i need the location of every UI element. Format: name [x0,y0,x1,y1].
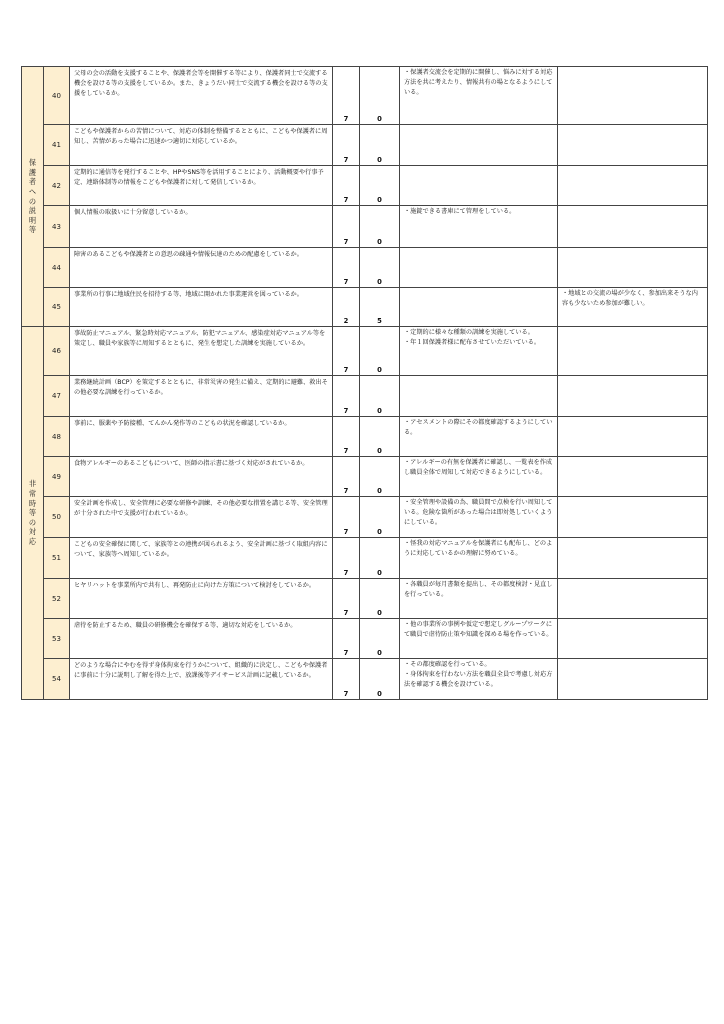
section-label-guardian [22,67,44,327]
no-count: 0 [360,166,400,206]
effort-note-line: ・施錠できる書庫にて管理をしている。 [404,208,516,215]
improvement-remark [558,538,708,579]
effort-note-line: ・アレルギーの有無を保護者に確認し、一覧表を作成し職員全体で周知して対応できるようにしている。 [404,459,553,476]
table-row [22,206,708,248]
item-text: 虐待を防止するため、職員の研修機会を確保する等、適切な対応をしているか。 [70,619,333,659]
effort-note-line: ・各職員が毎月書類を提出し、その都度検討・見直しを行っている。 [404,581,553,598]
item-number: 51 [44,538,70,579]
item-text: 業務継続計画（BCP）を策定するとともに、非常災害の発生に備え、定期的に避難、救出その他必要な訓練を行っているか。 [70,376,333,417]
effort-note [400,497,558,538]
section-label-text: 非常時等の対応 [28,479,37,546]
table-row [22,125,708,166]
item-text: 事前に、服薬や予防接種、てんかん発作等のこどもの状況を確認しているか。 [70,417,333,457]
item-number: 53 [44,619,70,659]
improvement-remark [558,417,708,457]
item-text: どのような場合にやむを得ず身体拘束を行うかについて、組織的に決定し、こどもや保護者に事前に十分に説明し了解を得た上で、放課後等デイサービス計画に記載しているか。 [70,659,333,700]
yes-count: 7 [333,327,360,376]
effort-note [400,166,558,206]
effort-note [400,457,558,497]
item-text: こどもの安全確保に関して、家族等との連携が図られるよう、安全計画に基づく取組内容について、家族等へ周知しているか。 [70,538,333,579]
item-number: 49 [44,457,70,497]
no-count: 0 [360,248,400,288]
effort-note-line: ・保護者交流会を定期的に開催し、悩みに対する対応方法を共に考えたり、情報共有の場となるようにしている。 [404,69,553,96]
item-number: 41 [44,125,70,166]
improvement-remark [558,497,708,538]
item-number: 47 [44,376,70,417]
yes-count: 7 [333,497,360,538]
item-number: 52 [44,579,70,619]
effort-note [400,579,558,619]
improvement-remark [558,659,708,700]
item-number: 50 [44,497,70,538]
yes-count: 7 [333,579,360,619]
table-row [22,67,708,125]
effort-note [400,125,558,166]
item-number: 42 [44,166,70,206]
table-row [22,166,708,206]
yes-count: 7 [333,125,360,166]
improvement-remark: ・地域との交流の場が少なく、参加出来そうな内容も少ないため参加が難しい。 [558,288,708,327]
no-count: 0 [360,497,400,538]
table-row [22,659,708,700]
table-row [22,538,708,579]
effort-note [400,248,558,288]
effort-note-line: ・他の事業所の事例や仮定で想定しグループワークにて職員で虐待防止策や知識を深める場を作っている。 [404,621,553,638]
improvement-remark [558,327,708,376]
item-number: 44 [44,248,70,288]
no-count: 0 [360,206,400,248]
item-text: 事業所の行事に地域住民を招待する等、地域に開かれた事業運営を図っているか。 [70,288,333,327]
no-count: 0 [360,417,400,457]
no-count: 0 [360,457,400,497]
table-row [22,497,708,538]
effort-note-line: ・身体拘束を行わない方法を職員全員で考慮し対応方法を確認する機会を設けている。 [404,671,553,688]
yes-count: 7 [333,659,360,700]
no-count: 0 [360,538,400,579]
item-number: 43 [44,206,70,248]
no-count: 0 [360,376,400,417]
item-text: 安全計画を作成し、安全管理に必要な研修や訓練、その他必要な措置を講じる等、安全管理が十分された中で支援が行われているか。 [70,497,333,538]
yes-count: 7 [333,417,360,457]
no-count: 0 [360,67,400,125]
item-text: こどもや保護者からの苦情について、対応の体制を整備するとともに、こどもや保護者に周知し、苦情があった場合に迅速かつ適切に対応しているか。 [70,125,333,166]
table-row [22,327,708,376]
effort-note-line: ・怪我の対応マニュアルを保護者にも配布し、どのように対応しているかの理解に努めている。 [404,540,553,557]
yes-count: 7 [333,166,360,206]
yes-count: 2 [333,288,360,327]
effort-note [400,376,558,417]
effort-note [400,206,558,248]
effort-note [400,67,558,125]
no-count: 0 [360,579,400,619]
table-row [22,417,708,457]
yes-count: 7 [333,538,360,579]
no-count: 0 [360,327,400,376]
effort-note-line: ・年１回保護者様に配布させていただいている。 [404,339,541,346]
table-row [22,248,708,288]
improvement-remark [558,67,708,125]
yes-count: 7 [333,457,360,497]
effort-note [400,659,558,700]
item-number: 46 [44,327,70,376]
improvement-remark [558,206,708,248]
no-count: 5 [360,288,400,327]
effort-note [400,327,558,376]
item-text: 父母の会の活動を支援することや、保護者会等を開催する等により、保護者同士で交流する機会を設ける等の支援をしているか。また、きょうだい同士で交流する機会を設ける等の支援をしているか。 [70,67,333,125]
yes-count: 7 [333,619,360,659]
item-text: 個人情報の取扱いに十分留意しているか。 [70,206,333,248]
improvement-remark [558,376,708,417]
item-text: 事故防止マニュアル、緊急時対応マニュアル、防犯マニュアル、感染症対応マニュアル等を策定し、職員や家族等に周知するとともに、発生を想定した訓練を実施しているか。 [70,327,333,376]
no-count: 0 [360,125,400,166]
item-number: 45 [44,288,70,327]
improvement-remark [558,248,708,288]
item-text: ヒヤリハットを事業所内で共有し、再発防止に向けた方策について検討をしているか。 [70,579,333,619]
yes-count: 7 [333,248,360,288]
effort-note-line: ・アセスメントの際にその都度確認するようにしている。 [404,419,553,436]
evaluation-table [21,66,708,700]
table-row [22,579,708,619]
yes-count: 7 [333,206,360,248]
table-row [22,376,708,417]
yes-count: 7 [333,67,360,125]
improvement-remark [558,457,708,497]
effort-note [400,619,558,659]
no-count: 0 [360,619,400,659]
effort-note [400,417,558,457]
no-count: 0 [360,659,400,700]
item-text: 定期的に通信等を発行することや、HPやSNS等を活用することにより、活動概要や行事予定、連絡体制等の情報をこどもや保護者に対して発信しているか。 [70,166,333,206]
table-row [22,619,708,659]
effort-note-line: ・安全管理や設備の為、職員間で点検を行い周知している。危険な箇所があった場合は即対処していくようにしている。 [404,499,553,526]
effort-note-line: ・その都度確認を行っている。 [404,661,491,668]
improvement-remark [558,125,708,166]
item-number: 48 [44,417,70,457]
improvement-remark [558,166,708,206]
yes-count: 7 [333,376,360,417]
effort-note [400,288,558,327]
table-row [22,288,708,327]
item-number: 40 [44,67,70,125]
item-text: 障害のあるこどもや保護者との意思の疎通や情報伝達のための配慮をしているか。 [70,248,333,288]
section-label-emergency [22,327,44,700]
table-row [22,457,708,497]
improvement-remark [558,579,708,619]
improvement-remark [558,619,708,659]
item-number: 54 [44,659,70,700]
item-text: 食物アレルギーのあるこどもについて、医師の指示書に基づく対応がされているか。 [70,457,333,497]
section-label-text: 保護者への説明等 [28,158,37,235]
effort-note-line: ・定期的に様々な種類の訓練を実施している。 [404,329,534,336]
effort-note [400,538,558,579]
